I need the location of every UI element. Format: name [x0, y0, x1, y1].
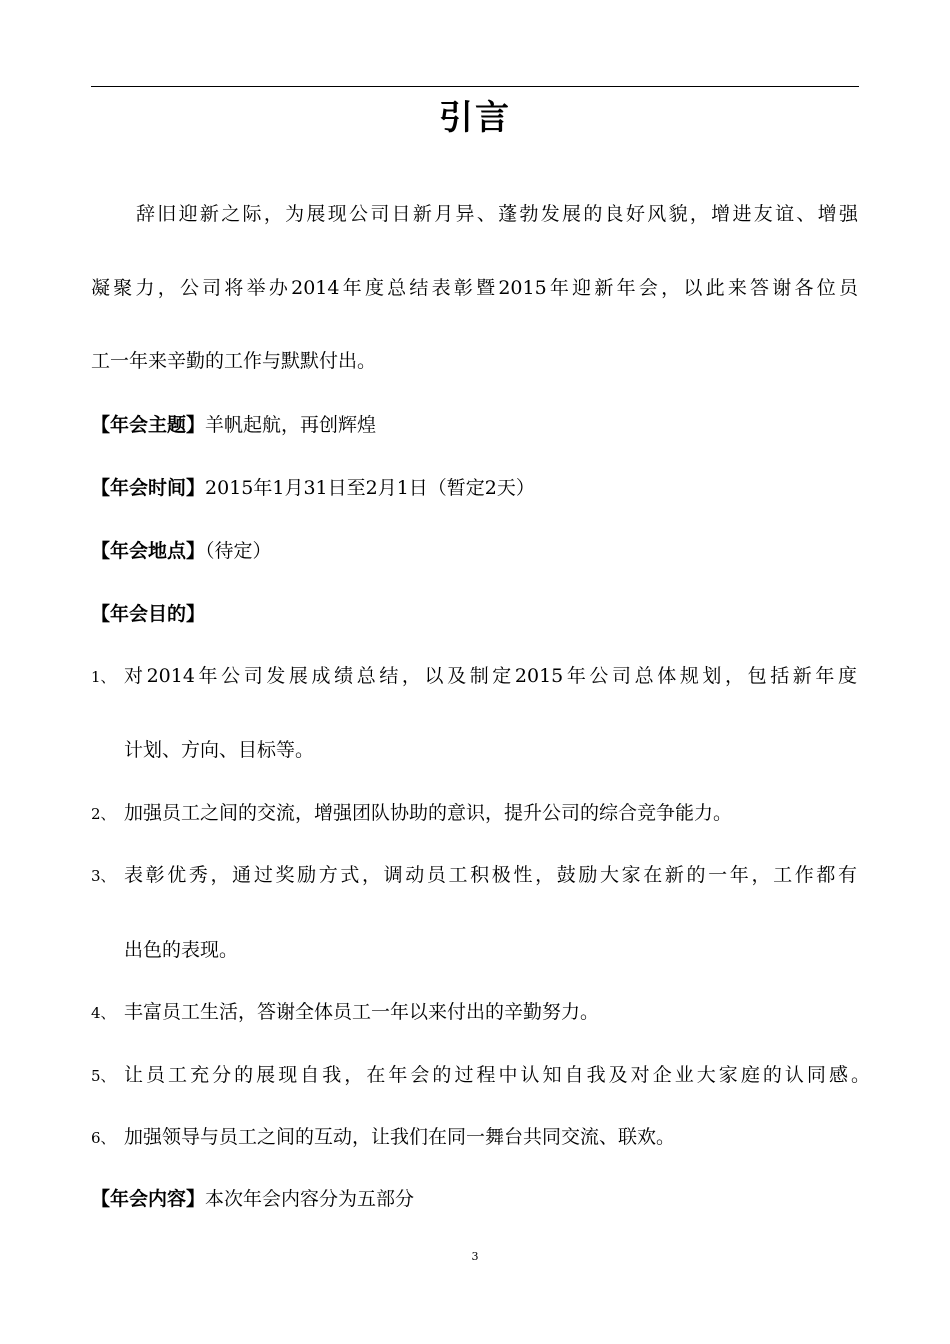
purpose-item-2 [91, 800, 116, 827]
purpose-label: 【年会目的】 [91, 603, 206, 625]
purpose-item-3-line-1: 表彰优秀，通过奖励方式，调动员工积极性，鼓励大家在新的一年，工作都有 [124, 864, 857, 886]
purpose-item-1-line-2: 计划、方向、目标等。 [124, 739, 315, 761]
content-row [91, 1186, 414, 1212]
purpose-item-number: 2、 [91, 805, 116, 823]
purpose-item-4-line-1: 丰富员工生活，答谢全体员工一年以来付出的辛勤努力。 [124, 1001, 600, 1023]
purpose-item-6 [91, 1124, 116, 1151]
purpose-row [91, 601, 205, 627]
purpose-item-3 [91, 862, 116, 889]
page-title: 引言 [439, 98, 511, 138]
intro-line-2: 凝聚力，公司将举办2014年度总结表彰暨2015年迎新年会，以此来答谢各位员 [91, 277, 858, 299]
intro-line-1: 辞旧迎新之际，为展现公司日新月异、蓬勃发展的良好风貌，增进友谊、增强 [136, 203, 858, 225]
intro-line-3: 工一年来辛勤的工作与默默付出。 [91, 350, 377, 372]
time-row [91, 475, 535, 501]
location-label: 【年会地点】 [91, 540, 206, 562]
purpose-item-number: 6、 [91, 1129, 116, 1147]
purpose-item-number: 1、 [91, 668, 116, 686]
location-row [91, 538, 272, 564]
purpose-item-5-line-1: 让员工充分的展现自我，在年会的过程中认知自我及对企业大家庭的认同感。 [124, 1064, 870, 1086]
time-label: 【年会时间】 [91, 477, 206, 499]
content-label: 【年会内容】 [91, 1188, 206, 1210]
page-number: 3 [471, 1250, 479, 1263]
theme-row [91, 412, 376, 438]
purpose-item-6-line-1: 加强领导与员工之间的互动，让我们在同一舞台共同交流、联欢。 [124, 1126, 676, 1148]
purpose-item-number: 4、 [91, 1004, 116, 1022]
purpose-item-2-line-1: 加强员工之间的交流，增强团队协助的意识，提升公司的综合竞争能力。 [124, 802, 733, 824]
purpose-item-5 [91, 1062, 116, 1089]
purpose-item-number: 5、 [91, 1067, 116, 1085]
purpose-item-number: 3、 [91, 867, 116, 885]
purpose-item-1 [91, 663, 116, 690]
header-rule [91, 86, 859, 87]
purpose-item-4 [91, 999, 116, 1026]
theme-label: 【年会主题】 [91, 414, 206, 436]
content-value: 本次年会内容分为五部分 [205, 1188, 415, 1210]
purpose-item-1-line-1: 对2014年公司发展成绩总结，以及制定2015年公司总体规划，包括新年度 [124, 665, 857, 687]
theme-value: 羊帆起航，再创辉煌 [205, 414, 377, 436]
location-value: （待定） [205, 540, 272, 562]
time-value: 2015年1月31日至2月1日（暂定2天） [205, 477, 535, 499]
purpose-item-3-line-2: 出色的表现。 [124, 939, 239, 961]
